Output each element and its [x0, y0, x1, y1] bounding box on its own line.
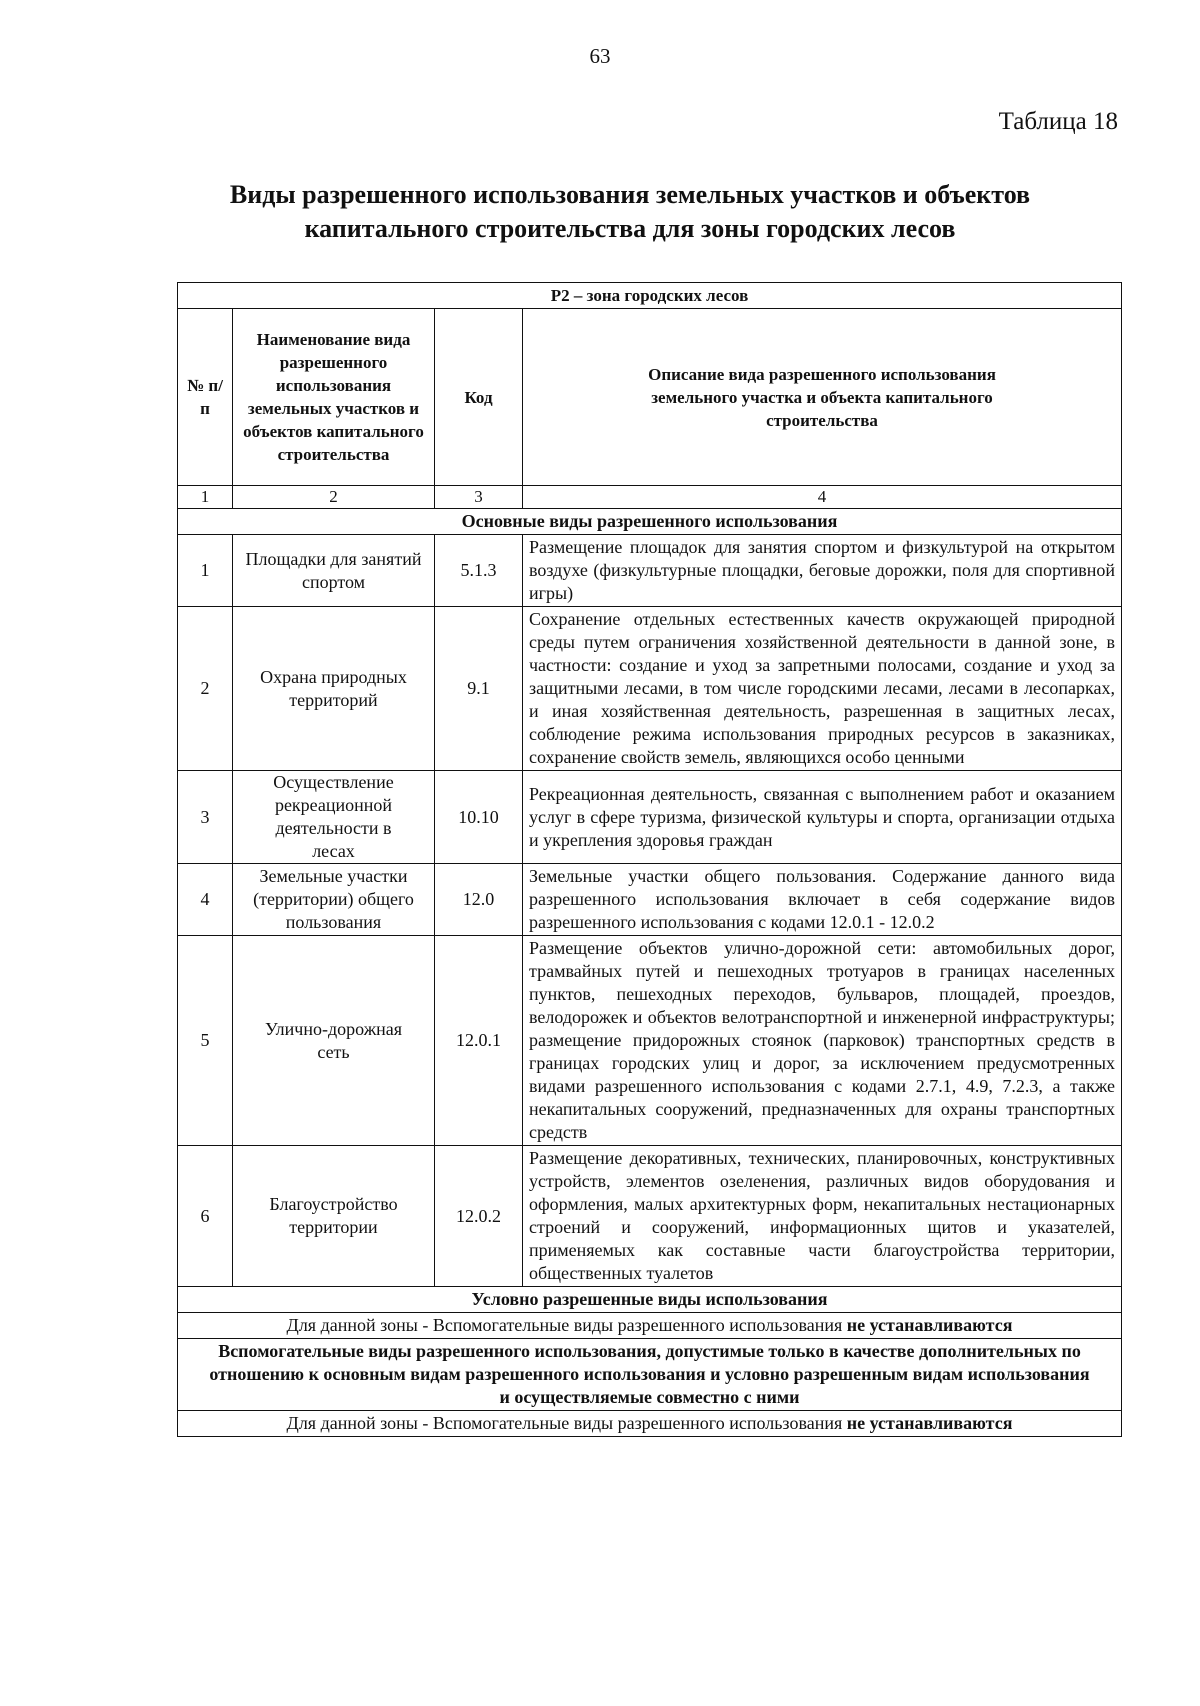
col-number-3: 3 [435, 486, 523, 509]
conditional-note-emphasis: не устанавливаются [846, 1315, 1013, 1335]
column-header-row [178, 309, 1122, 486]
row-desc: Рекреационная деятельность, связанная с выполнением работ и оказанием услуг в сфере туризма, физической культуры и спорта, организации отдыха и укрепления здоровья граждан [523, 771, 1122, 864]
zone-header-row [178, 283, 1122, 309]
col-name-header: Наименование вида разрешенного использования земельных участков и объектов капитального строительства [233, 309, 435, 486]
row-code: 12.0.1 [435, 936, 523, 1146]
row-num: 1 [178, 535, 233, 607]
row-desc: Размещение площадок для занятия спортом и физкультурой на открытом воздухе (физкультурные площадки, беговые дорожки, поля для спортивной игры) [523, 535, 1122, 607]
table-row [178, 864, 1122, 936]
title-line-2: капитального строительства для зоны городских лесов [304, 214, 956, 243]
col-num-header: № п/п [178, 309, 233, 486]
row-name: Площадки для занятий спортом [233, 535, 435, 607]
row-code: 10.10 [435, 771, 523, 864]
main-section-row [178, 509, 1122, 535]
row-desc: Размещение объектов улично-дорожной сети: автомобильных дорог, трамвайных путей и пешеходных тротуаров в границах населенных пунктов, пешеходных переходов, бульваров, площадей, проездов, велодорожек и объектов велотранспортной и инженерной инфраструктуры; размещение придорожных стоянок (парковок) транспортных средств в границах городских улиц и дорог, за исключением предусмотренных видами разрешенного использования с кодами 2.7.1, 4.9, 7.2.3, а также некапитальных сооружений, предназначенных для охраны транспортных средств [523, 936, 1122, 1146]
zone-table [177, 282, 1122, 1437]
aux-note-text: Для данной зоны - Вспомогательные виды разрешенного использования [286, 1413, 847, 1433]
aux-section-row [178, 1339, 1122, 1411]
conditional-section-title: Условно разрешенные виды использования [178, 1287, 1122, 1313]
col-code-header: Код [435, 309, 523, 486]
row-desc: Земельные участки общего пользования. Содержание данного вида разрешенного использования включает в себя содержание видов разрешенного использования с кодами 12.0.1 - 12.0.2 [523, 864, 1122, 936]
conditional-section-row [178, 1287, 1122, 1313]
row-num: 5 [178, 936, 233, 1146]
conditional-note-row [178, 1313, 1122, 1339]
row-name: Осуществление рекреационной деятельности в лесах [233, 771, 435, 864]
col-number-1: 1 [178, 486, 233, 509]
page-number: 63 [589, 44, 611, 68]
row-num: 6 [178, 1146, 233, 1287]
column-number-row [178, 486, 1122, 509]
row-desc: Размещение декоративных, технических, планировочных, конструктивных устройств, элементов озеленения, различных видов оборудования и оформления, малых архитектурных форм, некапитальных нестационарных строений и сооружений, информационных щитов и указателей, применяемых как составные части благоустройства территории, общественных туалетов [523, 1146, 1122, 1287]
conditional-note-text: Для данной зоны - Вспомогательные виды разрешенного использования [286, 1315, 847, 1335]
row-name: Улично-дорожная сеть [233, 936, 435, 1146]
col-number-2: 2 [233, 486, 435, 509]
table-row [178, 771, 1122, 864]
title-line-1: Виды разрешенного использования земельных участков и объектов [229, 180, 1031, 209]
aux-note-emphasis: не устанавливаются [846, 1413, 1013, 1433]
row-code: 12.0 [435, 864, 523, 936]
conditional-note [178, 1313, 1122, 1339]
table-row [178, 936, 1122, 1146]
row-code: 5.1.3 [435, 535, 523, 607]
row-name: Земельные участки (территории) общего пользования [233, 864, 435, 936]
row-num: 3 [178, 771, 233, 864]
row-num: 4 [178, 864, 233, 936]
col-desc-header: Описание вида разрешенного использования земельного участка и объекта капитального строительства [523, 309, 1122, 486]
main-section-title: Основные виды разрешенного использования [178, 509, 1122, 535]
aux-note [178, 1411, 1122, 1437]
document-title [150, 178, 1110, 246]
table-row [178, 607, 1122, 771]
row-desc: Сохранение отдельных естественных качеств окружающей природной среды путем ограничения хозяйственной деятельности в данной зоне, в частности: создание и уход за запретными полосами, создание и уход за защитными лесами, в том числе городскими лесами, лесами в лесопарках, и иная хозяйственная деятельность, разрешенная в защитных лесах, соблюдение режима использования природных ресурсов в заказниках, сохранение свойств земель, являющихся особо ценными [523, 607, 1122, 771]
row-name: Охрана природных территорий [233, 607, 435, 771]
row-code: 9.1 [435, 607, 523, 771]
aux-section-title: Вспомогательные виды разрешенного использования, допустимые только в качестве дополнительных по отношению к основным видам разрешенного использования и условно разрешенным видам использования и осуществляемые совместно с ними [178, 1339, 1122, 1411]
table-row [178, 535, 1122, 607]
zone-header: Р2 – зона городских лесов [178, 283, 1122, 309]
table-row [178, 1146, 1122, 1287]
row-num: 2 [178, 607, 233, 771]
aux-note-row [178, 1411, 1122, 1437]
row-name: Благоустройство территории [233, 1146, 435, 1287]
table-label: Таблица 18 [998, 108, 1118, 135]
row-code: 12.0.2 [435, 1146, 523, 1287]
col-number-4: 4 [523, 486, 1122, 509]
